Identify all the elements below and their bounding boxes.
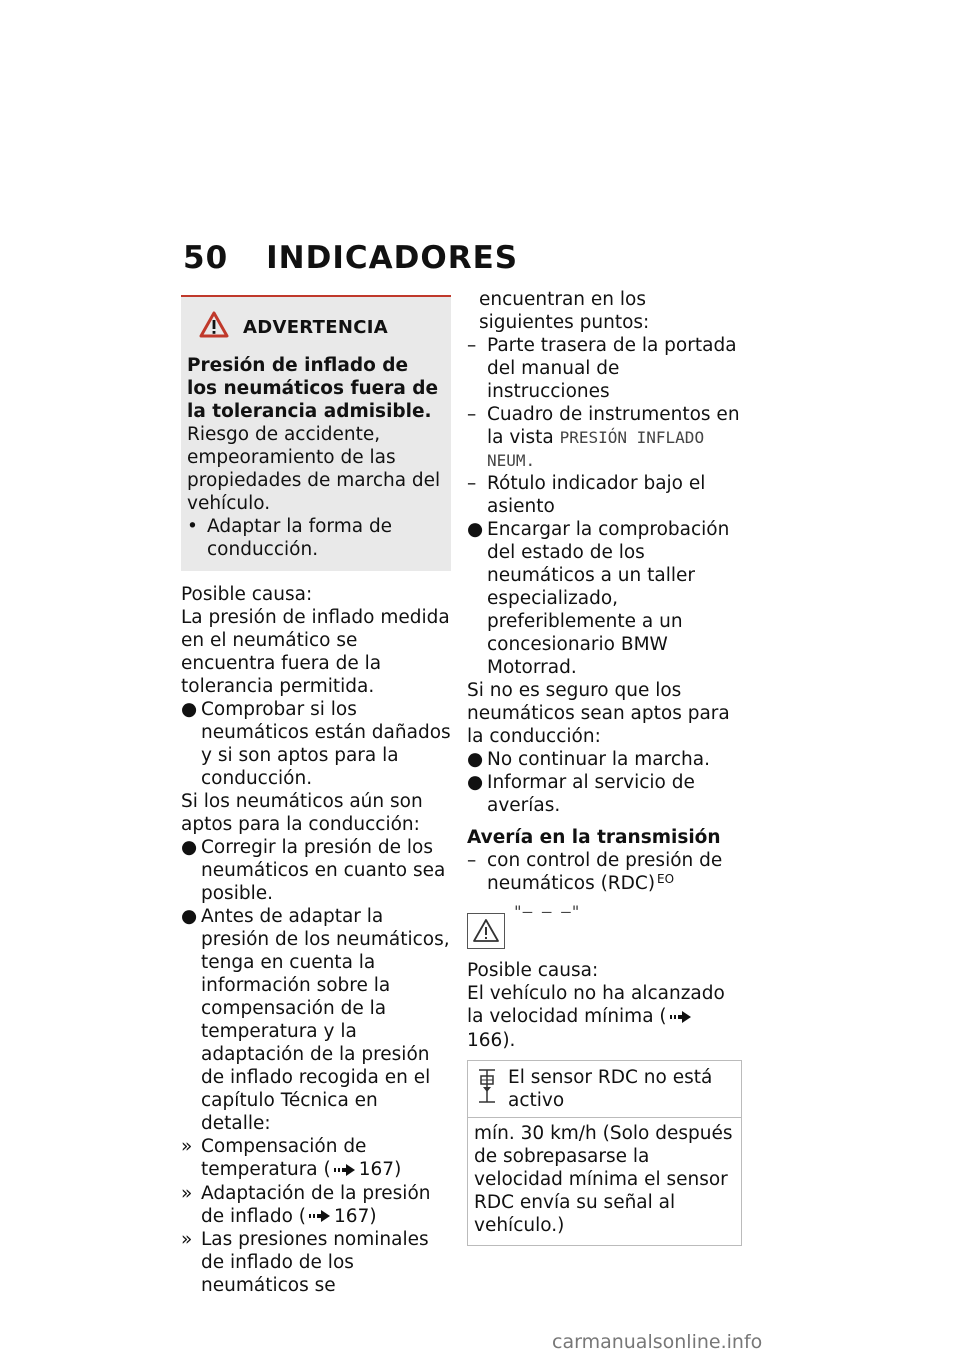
section-heading: Avería en la transmisión bbox=[467, 827, 721, 848]
warning-body: Riesgo de accidente, empeoramiento de las propiedades de marcha del vehículo. bbox=[187, 424, 441, 514]
warning-triangle-icon bbox=[199, 311, 229, 344]
display-value: "– – –" bbox=[513, 902, 581, 921]
cause-text: La presión de inflado medida en el neumático se encuentra fuera de la tolerancia permitida. bbox=[181, 607, 450, 697]
list-item: ● Informar al servicio de averías. bbox=[467, 772, 695, 816]
warning-light-icon bbox=[467, 913, 505, 949]
left-column bbox=[181, 295, 451, 1297]
list-item: ● Corregir la presión de los neumáticos en cuanto sea posible. bbox=[181, 837, 446, 904]
list-item: » Las presiones nominales de inflado de los neumáticos se bbox=[181, 1229, 429, 1296]
cause-text[interactable]: El vehículo no ha alcanzado la velocidad mínima (166). bbox=[467, 983, 725, 1051]
warning-action: • Adaptar la forma de conducción. bbox=[187, 516, 393, 560]
list-item: – Rótulo indicador bajo el asiento bbox=[467, 473, 706, 517]
info-table-header bbox=[468, 1061, 741, 1118]
right-column bbox=[467, 288, 742, 1246]
display-indicator bbox=[467, 903, 742, 949]
page-arrow-icon bbox=[334, 1159, 356, 1182]
list-item: – Parte trasera de la portada del manual de instrucciones bbox=[467, 335, 737, 402]
info-table-title: El sensor RDC no está activo bbox=[508, 1066, 713, 1111]
page-arrow-icon bbox=[309, 1205, 331, 1228]
condition-item: – con control de presión de neumáticos (RDC) $^{EO}$ bbox=[467, 850, 723, 894]
page-arrow-icon bbox=[670, 1006, 692, 1029]
cause-label: Posible causa: bbox=[467, 960, 599, 981]
list-item: ● Comprobar si los neumáticos están dañados y si son aptos para la conducción. bbox=[181, 699, 451, 789]
watermark: carmanualsonline.info bbox=[552, 1331, 763, 1353]
cross-reference[interactable]: » Compensación de temperatura ( 167) bbox=[181, 1136, 402, 1180]
display-text: PRESIÓN INFLADO NEUM. bbox=[487, 428, 705, 470]
list-item: ● Encargar la comprobación del estado de los neumáticos a un taller especializado, preferiblemente a un concesionario BMW Motorrad. bbox=[467, 519, 730, 678]
list-item: – Cuadro de instrumentos en la vista PRESIÓN INFLADO NEUM. bbox=[467, 404, 740, 470]
continued-text: encuentran en los siguientes puntos: bbox=[479, 289, 650, 333]
section-title: INDICADORES bbox=[266, 240, 519, 276]
condition-text: Si no es seguro que los neumáticos sean aptos para la conducción: bbox=[467, 680, 730, 747]
page-title bbox=[183, 240, 518, 276]
warning-box bbox=[181, 295, 451, 571]
warning-label: ADVERTENCIA bbox=[243, 317, 388, 338]
info-table-body: mín. 30 km/h (Solo después de sobrepasarse la velocidad mínima el sensor RDC envía su señal al vehículo.) bbox=[474, 1122, 733, 1236]
warning-header bbox=[199, 311, 443, 344]
info-table bbox=[467, 1060, 742, 1246]
cause-label: Posible causa: bbox=[181, 584, 313, 605]
warning-title: Presión de inflado de los neumáticos fuera de la tolerancia admisible. bbox=[187, 355, 439, 422]
cross-reference[interactable]: » Adaptación de la presión de inflado ( 167) bbox=[181, 1182, 431, 1227]
list-item: ● Antes de adaptar la presión de los neumáticos, tenga en cuenta la información sobre la compensación de la temperatura y la adaptación de la presión de inflado recogida en el capítulo Técnica en detalle: bbox=[181, 906, 450, 1134]
option-superscript: EO bbox=[657, 872, 675, 886]
page-number: 50 bbox=[183, 240, 229, 276]
tire-pressure-sensor-icon bbox=[476, 1066, 498, 1112]
list-item: ● No continuar la marcha. bbox=[467, 749, 710, 770]
condition-text: Si los neumáticos aún son aptos para la conducción: bbox=[181, 791, 423, 835]
